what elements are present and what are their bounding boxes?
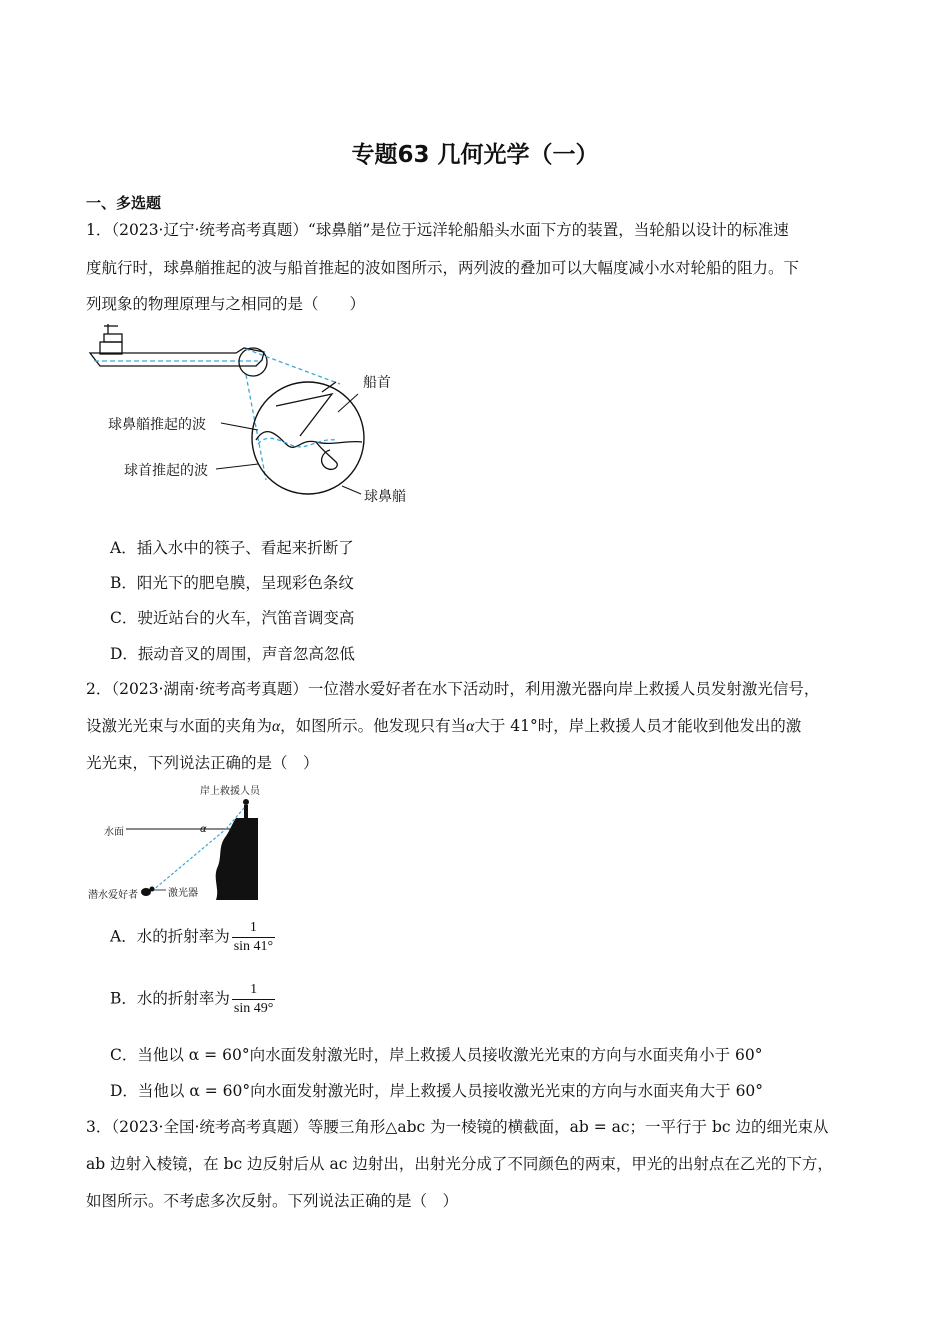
- q2-line3: 光光束，下列说法正确的是（ ）: [86, 754, 319, 772]
- fraction-a: $\frac{1}{\sin 41^\circ}$: [233, 920, 274, 954]
- label-bulb-wave: 球鼻艏推起的波: [108, 417, 206, 433]
- fraction-b: $\frac{1}{\sin 49^\circ}$: [233, 982, 274, 1016]
- q3-line2: ab 边射入棱镜，在 bc 边反射后从 ac 边射出，出射光分成了不同颜色的两束，甲光的出射点在乙光的下方，: [86, 1155, 833, 1173]
- q1-option-c: C．驶近站台的火车，汽笛音调变高: [110, 609, 355, 627]
- label-water-surface: 水面: [104, 827, 124, 838]
- q2-line1: 2．（2023·湖南·统考高考真题）一位潜水爱好者在水下活动时，利用激光器向岸上救援人员发射激光信号，: [86, 680, 820, 698]
- label-bow-wave: 球首推起的波: [124, 463, 208, 479]
- q2-line2: 设激光光束与水面的夹角为α，如图所示。他发现只有当α大于 41°时，岸上救援人员才能收到他发出的激: [86, 717, 802, 735]
- ship-icon: [90, 324, 264, 366]
- q1-option-b: B．阳光下的肥皂膜，呈现彩色条纹: [110, 574, 354, 592]
- cliff-shape: [216, 818, 258, 900]
- page-title: 专题63 几何光学（一）: [351, 142, 599, 168]
- q1-option-d: D．振动音叉的周围，声音忽高忽低: [110, 645, 355, 663]
- q1-option-a: A．插入水中的筷子、看起来折断了: [110, 539, 354, 557]
- label-bulb: 球鼻艏: [364, 489, 406, 505]
- section-heading: 一、多选题: [86, 194, 162, 212]
- q2-option-a: A．水的折射率为 $\frac{1}{\sin 41^\circ}$: [110, 920, 274, 954]
- label-laser: 激光器: [168, 888, 198, 899]
- q2-option-c: C．当他以 α = 60°向水面发射激光时，岸上救援人员接收激光光束的方向与水面夹角小于 60°: [110, 1046, 763, 1064]
- q1-line2: 度航行时，球鼻艏推起的波与船首推起的波如图所示，两列波的叠加可以大幅度减小水对轮船的阻力。下: [86, 259, 800, 277]
- q3-line1: 3．（2023·全国·统考高考真题）等腰三角形△abc 为一棱镜的横截面，ab = ac；一平行于 bc 边的细光束从: [86, 1118, 829, 1136]
- diver-icon: [141, 887, 155, 897]
- label-diver: 潜水爱好者: [88, 890, 138, 901]
- label-rescuer: 岸上救援人员: [200, 786, 260, 797]
- label-bow: 船首: [363, 375, 391, 391]
- q1-line1: 1．（2023·辽宁·统考高考真题）“球鼻艏”是位于远洋轮船船头水面下方的装置，当轮船以设计的标准速: [86, 221, 789, 239]
- label-alpha: α: [200, 824, 207, 835]
- q2-option-d: D．当他以 α = 60°向水面发射激光时，岸上救援人员接收激光光束的方向与水面夹角大于 60°: [110, 1082, 764, 1100]
- q1-line3: 列现象的物理原理与之相同的是（ ）: [86, 295, 366, 313]
- q2-figure: [86, 780, 276, 908]
- q3-line3: 如图所示。不考虑多次反射。下列说法正确的是（ ）: [86, 1192, 459, 1210]
- q2-option-b: B．水的折射率为 $\frac{1}{\sin 49^\circ}$: [110, 982, 274, 1016]
- q1-figure: [86, 322, 426, 512]
